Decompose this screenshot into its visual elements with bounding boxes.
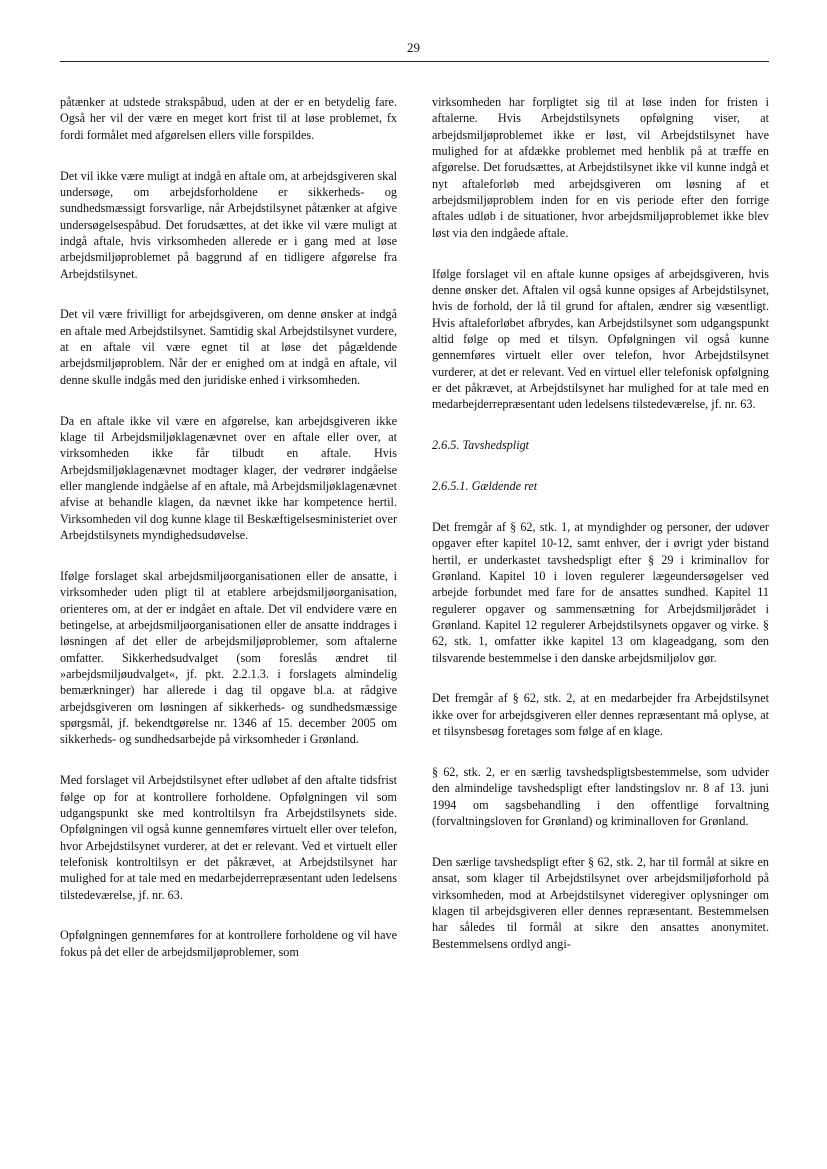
paragraph: Ifølge forslaget vil en aftale kunne opsiges af arbejdsgiveren, hvis denne ønsker det. Aftalen vil også kunne opsiges af Arbejdstilsynet, hvis de forhold, der lå til grund for aftalen, ændrer sig væsentligt. Hvis aftaleforløbet afbrydes, kan Arbejdstilsynet som udgangspunkt altid følge op med et tilsyn. Opfølgningen vil også kunne gennemføres virtuelt eller over telefon, hvor Arbejdstilsynet vurderer, at det er relevant. Ved en virtuel eller telefonisk opfølgning er det påkrævet, at Arbejdstilsynet har mulighed for at tale med en medarbejderrepræsentant uden ledelsens tilstedeværelse, jf. nr. 63.: [432, 266, 769, 412]
paragraph: Da en aftale ikke vil være en afgørelse, kan arbejdsgiveren ikke klage til Arbejdsmiljøklagenævnet over en aftale eller over, at virksomheden ikke får tilbudt en aftale. Hvis Arbejdsmiljøklagenævnet modtager klager, der vedrører indgåelse eller manglende indgåelse af en aftale, må Arbejdsmiljøklagenævnet afvise at behandle klagen, da nævnet ikke har kompetence hertil. Virksomheden vil dog kunne klage til Beskæftigelsesministeriet over Arbejdstilsynets myndighedsudøvelse.: [60, 413, 397, 543]
paragraph: Den særlige tavshedspligt efter § 62, stk. 2, har til formål at sikre en ansat, som klager til Arbejdstilsynet over arbejdsmiljøforhold på virksomheden, mod at Arbejdstilsynet videregiver oplysninger om klagen til arbejdsgiveren eller dennes repræsentant. Bestemmelsen har således til formål at sikre den ansattes anonymitet. Bestemmelsens ordlyd angi-: [432, 854, 769, 951]
paragraph: § 62, stk. 2, er en særlig tavshedspligtsbestemmelse, som udvider den almindelige tavshedspligt efter landstingslov nr. 8 af 13. juni 1994 om sagsbehandling i den offentlige forvaltning (forvaltningsloven for Grønland) og kriminalloven for Grønland.: [432, 765, 769, 829]
paragraph: påtænker at udstede strakspåbud, uden at der er en betydelig fare. Også her vil der være en meget kort frist til at løse problemet, fx fordi formålet med afgørelsen ellers ville forspildes.: [60, 95, 397, 142]
paragraph: Det fremgår af § 62, stk. 2, at en medarbejder fra Arbejdstilsynet ikke over for arbejdsgiveren eller dennes repræsentant må oplyse, at et tilsynsbesøg foretages som følge af en klage.: [432, 691, 769, 739]
right-column: [432, 94, 769, 976]
paragraph: Ifølge forslaget skal arbejdsmiljøorganisationen eller de ansatte, i virksomheder uden pligt til at etablere arbejdsmiljøorganisation, orienteres om, at der er indgået en aftale. Det vil endvidere være en betingelse, at arbejdsmiljøorganisationen eller de ansatte inddrages i løsningen af det eller de arbejdsmiljøproblemer, som aftalerne omfatter. Sikkerhedsudvalget (som foreslås ændret til »arbejdsmiljøudvalget«, jf. pkt. 2.2.1.3. i forslagets almindelig bemærkninger) har allerede i dag til opgave bl.a. at rådgive arbejdsgiveren om løsningen af sikkerheds- og sundhedsmæssige spørgsmål, jf. bekendtgørelse nr. 1346 af 15. december 2005 om sikkerheds- og sundhedsarbejde på virksomheder i Grønland.: [60, 568, 397, 747]
paragraph: Opfølgningen gennemføres for at kontrollere forholdene og vil have fokus på det eller de arbejdsmiljøproblemer, som: [60, 928, 397, 959]
paragraph: Det fremgår af § 62, stk. 1, at myndighder og personer, der udøver opgaver efter kapitel 10-12, samt enhver, der i øvrigt yder bistand hertil, er underkastet tavshedspligt efter § 29 i kriminallov for Grønland. Kapitel 10 i loven regulerer lægeundersøgelser ved arbejde forbundet med fare for de ansattes sundhed. Kapitel 11 regulerer opgaver og sammensætning for Arbejdsmiljørådet i Grønland. Kapitel 12 regulerer Arbejdstilsynets opgaver og virke. § 62, stk. 1, omfatter ikke kapitel 13 om klageadgang, som den tilsvarende bestemmelse i den danske arbejdsmiljølov gør.: [432, 519, 769, 665]
paragraph: Det vil være frivilligt for arbejdsgiveren, om denne ønsker at indgå en aftale med Arbejdstilsynet. Samtidig skal Arbejdstilsynet vurdere, at en aftale vil være egnet til at løse det pågældende arbejdsmiljøproblem. Når der er enighed om at indgå en aftale, vil denne skulle indgås med den juridiske enhed i virksomheden.: [60, 307, 397, 387]
section-heading: 2.6.5. Tavshedspligt: [432, 438, 530, 453]
subsection-heading: 2.6.5.1. Gældende ret: [432, 479, 538, 494]
paragraph: virksomheden har forpligtet sig til at løse inden for fristen i aftalerne. Hvis Arbejdstilsynets opfølgning viser, at arbejdsmiljøproblemet ikke er løst, vil Arbejdstilsynet have mulighed for at afdække problemet med henblik på at træffe en afgørelse. Det forudsættes, at Arbejdstilsynet ikke vil kunne indgå et nyt aftaleforløb med arbejdsgiveren om løsning af et arbejdsmiljøproblem inden for en vis periode efter den forrige aftales udløb i de situationer, hvor arbejdsmiljøproblemet ikke blev løst via den indgåede aftale.: [432, 95, 769, 240]
left-column: [60, 94, 397, 985]
header-rule: [60, 61, 769, 62]
paragraph: Med forslaget vil Arbejdstilsynet efter udløbet af den aftalte tidsfrist følge op for at kontrollere forholdene. Opfølgningen vil som udgangspunkt ske med kontroltilsyn fra Arbejdstilsynets side. Opfølgningen vil også kunne gennemføres virtuelt eller over telefon, hvor Arbejdstilsynet vurderer, at det er relevant. Ved et virtuelt eller telefonisk kontroltilsyn er det påkrævet, at Arbejdstilsynet har mulighed for at tale med en medarbejderrepræsentant uden ledelsens tilstedeværelse, jf. nr. 63.: [60, 773, 397, 902]
paragraph: Det vil ikke være muligt at indgå en aftale om, at arbejdsgiveren skal undersøge, om arbejdsforholdene er sikkerheds- og sundhedsmæssigt forsvarlige, når Arbejdstilsynet påtænker at afgive undersøgelsespåbud. Det forudsættes, at det ikke vil være muligt at indgå aftale, hvis virksomheden allerede er i gang med at løse arbejdsmiljøproblemet på baggrund af en tidligere afgørelse fra Arbejdstilsynet.: [60, 168, 397, 281]
page-number: 29: [407, 40, 420, 55]
